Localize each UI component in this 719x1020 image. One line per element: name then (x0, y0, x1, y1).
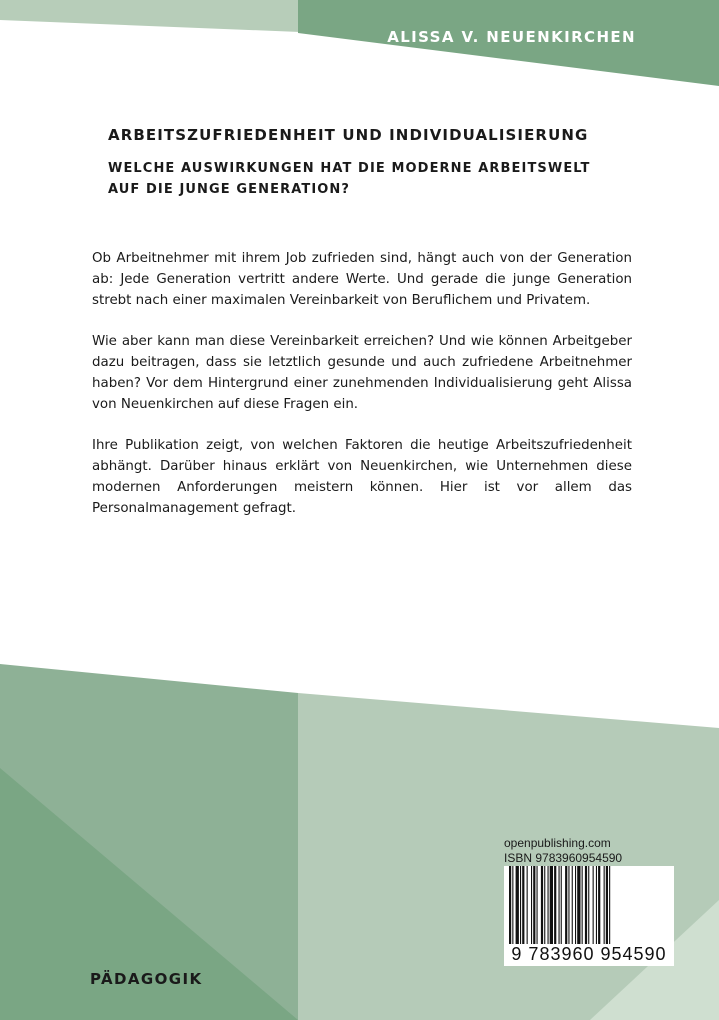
blurb-paragraph: Ihre Publikation zeigt, von welchen Faktoren die heutige Arbeitszufriedenheit abhängt. Darüber hinaus erklärt von Neuenkirchen, wie Unternehmen diese modernen Anforderungen meistern können. Hier ist vor allem das Personalmanagement gefragt. (92, 438, 632, 516)
author-name: ALISSA V. NEUENKIRCHEN (387, 28, 636, 46)
publisher-info (504, 836, 622, 866)
barcode-bar (531, 866, 532, 946)
top-band-light (0, 0, 300, 32)
barcode-bar (593, 866, 594, 946)
barcode-bar (568, 866, 569, 946)
barcode-bar (537, 866, 538, 946)
barcode-bars (509, 866, 669, 954)
publisher-website: openpublishing.com (504, 836, 611, 850)
barcode-bar (512, 866, 513, 954)
barcode-bar (516, 866, 519, 946)
isbn-label: ISBN 9783960954590 (504, 851, 623, 865)
blurb-paragraph: Ob Arbeitnehmer mit ihrem Job zufrieden sind, hängt auch von der Generation ab: Jede Generation vertritt andere Werte. Und gerade die junge Generation strebt nach einer maximalen Vereinbarkeit von Beruflichem und Privatem. (92, 251, 632, 308)
blurb (92, 248, 632, 539)
barcode-bar (509, 866, 511, 954)
barcode-bar (575, 866, 576, 946)
barcode-bar (522, 866, 524, 946)
barcode-bar (606, 866, 608, 946)
barcode-bar (550, 866, 553, 946)
barcode-bar (548, 866, 549, 946)
blurb-paragraph: Wie aber kann man diese Vereinbarkeit erreichen? Und wie können Arbeitgeber dazu beitragen, dass sie letztlich gesunde und auch zufriedene Arbeitnehmer haben? Vor dem Hintergrund einer zunehmenden Individualisierung geht Alissa von Neuenkirchen auf diese Fragen ein. (92, 334, 632, 412)
barcode-bar (604, 866, 605, 946)
barcode-digits: 9 783960 954590 (504, 944, 674, 965)
book-subtitle (108, 158, 668, 200)
subtitle-line: AUF DIE JUNGE GENERATION? (108, 182, 351, 197)
barcode-bar (527, 866, 528, 946)
title-block (108, 126, 668, 200)
barcode-bar (572, 866, 573, 946)
barcode-bar (559, 866, 560, 946)
barcode-bar (588, 866, 589, 946)
barcode-bar (582, 866, 583, 946)
barcode (504, 866, 674, 966)
barcode-bar (544, 866, 545, 946)
barcode-bar (585, 866, 587, 946)
barcode-bar (609, 866, 610, 954)
barcode-bar (561, 866, 562, 954)
barcode-bar (520, 866, 521, 946)
barcode-bar (598, 866, 600, 946)
barcode-bar (577, 866, 580, 946)
category-label: PÄDAGOGIK (90, 970, 203, 988)
barcode-bar (565, 866, 567, 946)
subtitle-line: WELCHE AUSWIRKUNGEN HAT DIE MODERNE ARBEITSWELT (108, 161, 591, 176)
book-title: ARBEITSZUFRIEDENHEIT UND INDIVIDUALISIERUNG (108, 126, 589, 144)
barcode-bar (554, 866, 556, 946)
barcode-bar (596, 866, 597, 946)
barcode-bar (533, 866, 535, 946)
barcode-bar (541, 866, 543, 946)
